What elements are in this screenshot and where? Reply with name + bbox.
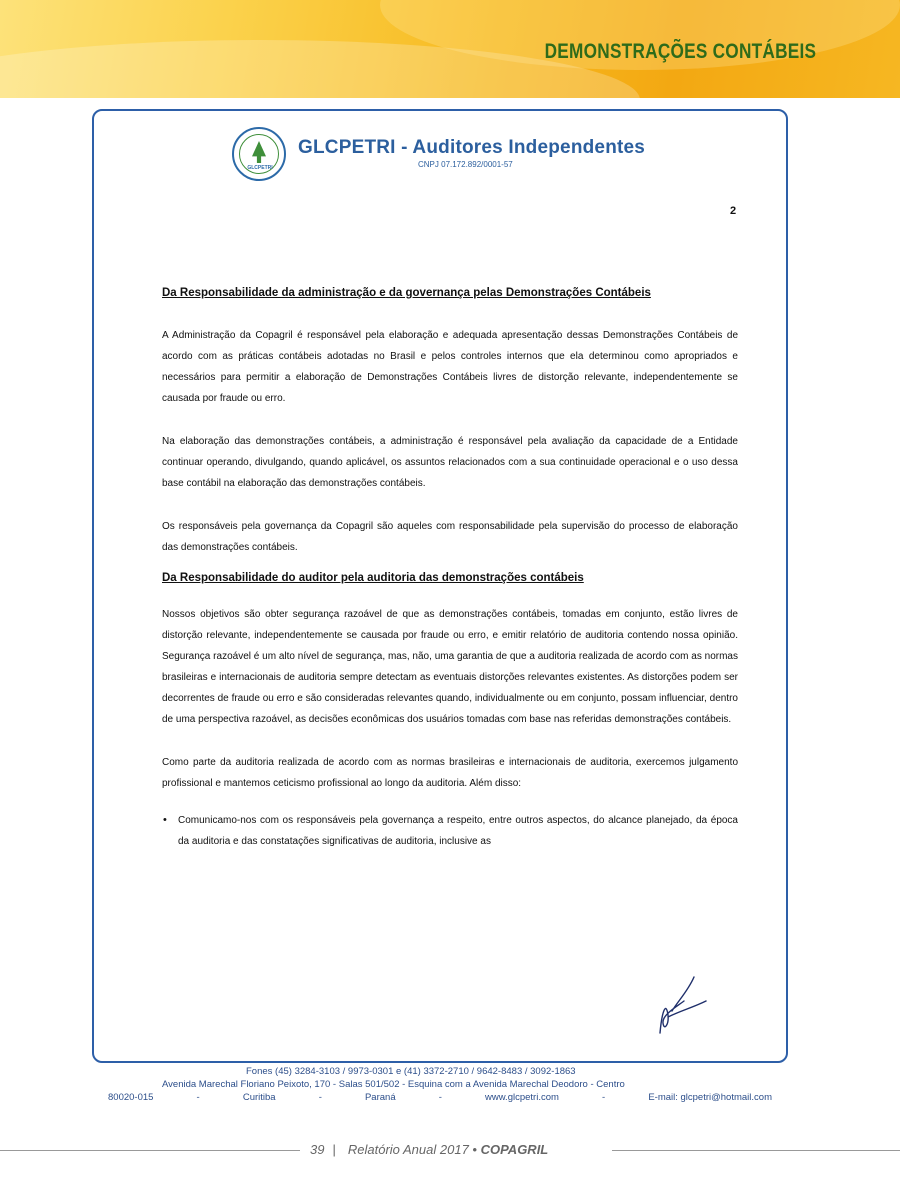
seal-text: GLCPETRI <box>247 165 273 171</box>
contact-separator: - <box>602 1092 606 1103</box>
document-body <box>162 287 738 852</box>
footer-text <box>310 1142 548 1157</box>
paragraph: Os responsáveis pela governança da Copagril são aqueles com responsabilidade pela supervisão do processo de elaboração das demonstrações contábeis. <box>162 521 738 553</box>
contact-website: www.glcpetri.com <box>485 1092 559 1103</box>
section-heading-auditor: Da Responsabilidade do auditor pela auditoria das demonstrações contábeis <box>162 572 584 584</box>
footer-report-title: Relatório Anual 2017 • <box>347 1142 477 1157</box>
contact-separator: - <box>196 1092 200 1103</box>
page-footer <box>0 1138 900 1162</box>
footer-brand: COPAGRIL <box>480 1142 549 1157</box>
section-title: DEMONSTRAÇÕES CONTÁBEIS <box>544 40 816 63</box>
letterhead <box>232 127 662 189</box>
document-page-number: 2 <box>730 205 737 217</box>
contact-separator: - <box>318 1092 322 1103</box>
section-heading-administration: Da Responsabilidade da administração e da governança pelas Demonstrações Contábeis <box>162 287 651 299</box>
contact-phones: Fones (45) 3284-3103 / 9973-0301 e (41) 3372-2710 / 9642-8483 / 3092-1863 <box>246 1066 576 1077</box>
paragraph: Como parte da auditoria realizada de acordo com as normas brasileiras e internacionais de auditoria, exercemos julgamento profissional e mantemos ceticismo profissional ao longo da auditoria. Além disso: <box>162 757 738 789</box>
contact-separator: - <box>438 1092 442 1103</box>
footer-rule <box>0 1150 300 1151</box>
bullet-list <box>162 810 738 852</box>
firm-seal-logo <box>232 127 286 181</box>
contact-cep: 80020-015 <box>108 1092 154 1103</box>
firm-cnpj: CNPJ 07.172.892/0001-57 <box>418 160 513 169</box>
paragraph: Nossos objetivos são obter segurança razoável de que as demonstrações contábeis, tomadas em conjunto, estão livres de distorção relevante, independentemente se causada por fraude ou erro, e emitir relatório de auditoria contendo nossa opinião. Segurança razoável é um alto nível de segurança, mas, não, uma garantia de que a auditoria realizada de acordo com as normas brasileiras e internacionais de auditoria sempre detectam as eventuais distorções relevantes existentes. As distorções podem ser decorrentes de fraude ou erro e são consideradas relevantes quando, individualmente ou em conjunto, possam influenciar, dentro de uma perspectiva razoável, as decisões econômicas dos usuários tomadas com base nas referidas demonstrações contábeis. <box>162 609 738 725</box>
footer-rule <box>612 1150 900 1151</box>
firm-name: GLCPETRI - Auditores Independentes <box>298 137 646 158</box>
contact-address: Avenida Marechal Floriano Peixoto, 170 - Salas 501/502 - Esquina com a Avenida Marechal Deodoro - Centro <box>162 1079 625 1090</box>
top-banner <box>0 0 900 98</box>
signature-mark <box>654 971 714 1041</box>
contact-email: E-mail: glcpetri@hotmail.com <box>648 1092 772 1103</box>
footer-separator: | <box>332 1142 336 1157</box>
contact-city: Curitiba <box>242 1092 276 1103</box>
tree-icon <box>252 141 266 163</box>
paragraph: A Administração da Copagril é responsável pela elaboração e adequada apresentação dessas Demonstrações Contábeis de acordo com as práticas contábeis adotadas no Brasil e pelos controles internos que ela determinou como apropriados e necessários para permitir a elaboração de Demonstrações Contábeis livres de distorção relevante, independentemente se causada por fraude ou erro. <box>162 330 738 404</box>
footer-page-number: 39 <box>310 1142 325 1157</box>
paragraph: Na elaboração das demonstrações contábeis, a administração é responsável pela avaliação da capacidade de a Entidade continuar operando, divulgando, quando aplicável, os assuntos relacionados com a sua continuidade operacional e o uso dessa base contábil na elaboração das demonstrações contábeis. <box>162 436 738 489</box>
contact-line <box>108 1092 772 1103</box>
list-item: • Comunicamo-nos com os responsáveis pela governança a respeito, entre outros aspectos, do alcance planejado, da época da auditoria e das constatações significativas de auditoria, inclusive as <box>162 810 738 852</box>
scanned-document <box>92 109 788 1063</box>
contact-state: Paraná <box>364 1092 396 1103</box>
